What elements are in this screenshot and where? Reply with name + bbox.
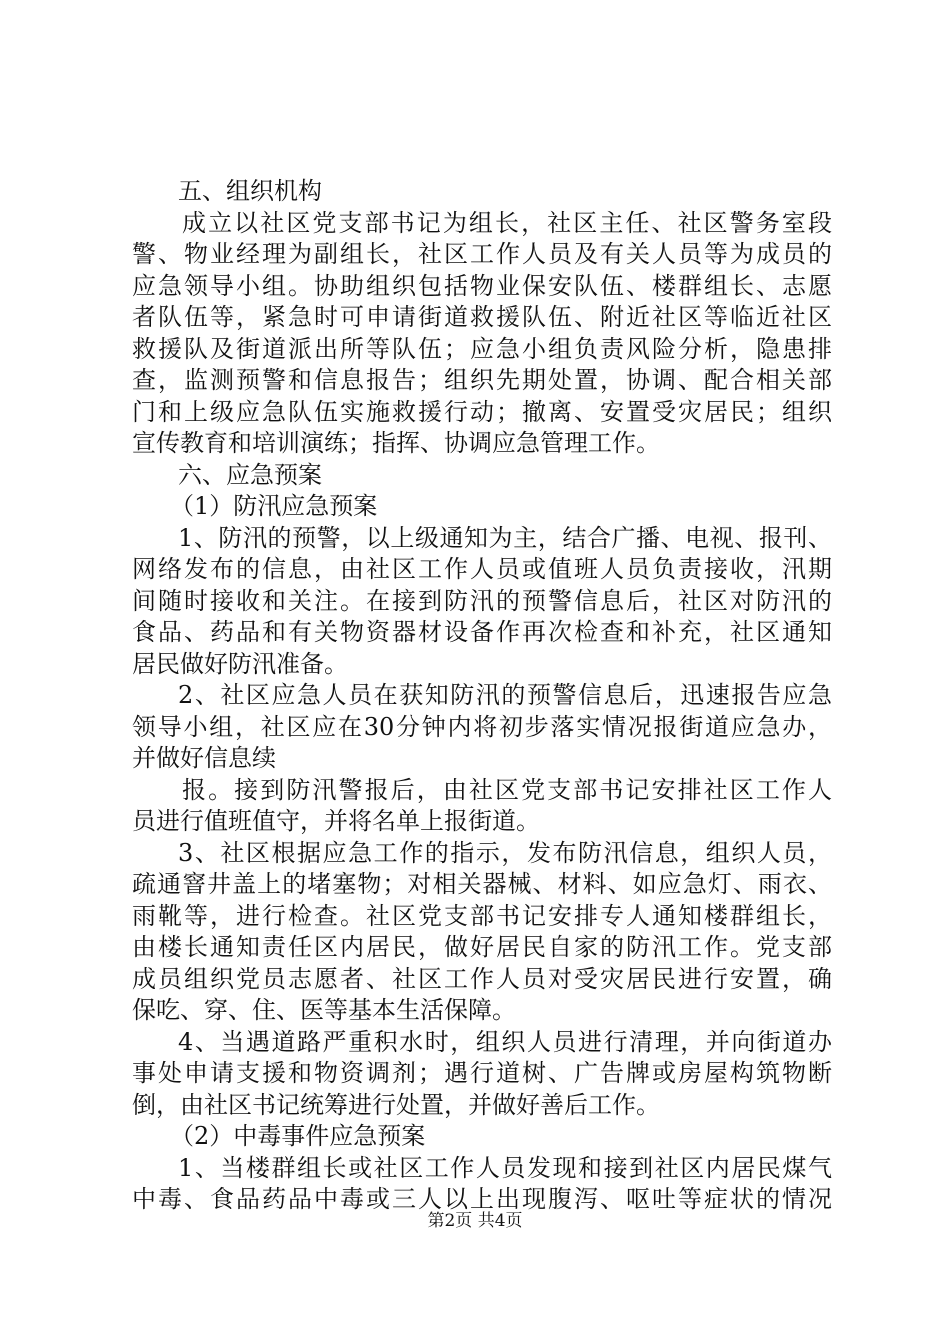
text-line: 食品、药品和有关物资器材设备作再次检查和补充，社区通知 [132,618,832,646]
text-line: 中毒、食品药品中毒或三人以上出现腹泻、呕吐等症状的情况 [132,1185,832,1213]
text-line: 六、应急预案 [178,460,322,489]
text-line: 事处申请支援和物资调剂；遇行道树、广告牌或房屋构筑物断 [132,1059,832,1087]
text-line: 2、社区应急人员在获知防汛的预警信息后，迅速报告应急 [178,681,832,709]
text-line: 倒，由社区书记统筹进行处置，并做好善后工作。 [132,1090,660,1119]
text-line: 居民做好防汛准备。 [132,649,348,678]
text-line: 由楼长通知责任区内居民，做好居民自家的防汛工作。党支部 [132,933,832,961]
text-line: 应急领导小组。协助组织包括物业保安队伍、楼群组长、志愿 [132,271,832,300]
text-line: 成员组织党员志愿者、社区工作人员对受灾居民进行安置，确 [132,964,832,993]
text-line: 间随时接收和关注。在接到防汛的预警信息后，社区对防汛的 [132,586,832,615]
text-line: （2）中毒事件应急预案 [170,1122,426,1150]
text-line: 门和上级应急队伍实施救援行动；撤离、安置受灾居民；组织 [132,397,832,426]
text-line: 1、防汛的预警，以上级通知为主，结合广播、电视、报刊、 [178,523,832,552]
text-line: 者队伍等，紧急时可申请街道救援队伍、附近社区等临近社区 [132,303,832,331]
text-line: （1）防汛应急预案 [170,492,378,520]
text-line: 4、当遇道路严重积水时，组织人员进行清理，并向街道办 [178,1027,832,1056]
text-line: 3、社区根据应急工作的指示，发布防汛信息，组织人员， [178,838,832,867]
page-footer: 第2页 共4页 [427,1211,523,1231]
text-line: 雨靴等，进行检查。社区党支部书记安排专人通知楼群组长， [132,901,832,930]
text-line: 成立以社区党支部书记为组长，社区主任、社区警务室段 [182,208,832,237]
text-line: 员进行值班值守，并将名单上报街道。 [132,807,540,835]
text-line: 五、组织机构 [178,177,322,205]
text-line: 网络发布的信息，由社区工作人员或值班人员负责接收，汛期 [132,555,832,583]
text-line: 救援队及街道派出所等队伍；应急小组负责风险分析，隐患排 [132,334,832,363]
text-line: 疏通窨井盖上的堵塞物；对相关器械、材料、如应急灯、雨衣、 [132,870,832,898]
text-line: 宣传教育和培训演练；指挥、协调应急管理工作。 [132,429,660,457]
text-line: 并做好信息续 [132,744,276,772]
text-line: 警、物业经理为副组长，社区工作人员及有关人员等为成员的 [132,240,832,268]
text-line: 查，监测预警和信息报告；组织先期处置，协调、配合相关部 [132,366,832,394]
text-line: 1、当楼群组长或社区工作人员发现和接到社区内居民煤气 [178,1153,832,1182]
text-line: 领导小组，社区应在30分钟内将初步落实情况报街道应急办， [132,712,832,741]
text-line: 报。接到防汛警报后，由社区党支部书记安排社区工作人 [182,775,832,804]
text-line: 保吃、穿、住、医等基本生活保障。 [132,996,516,1024]
document-body [132,176,832,1216]
